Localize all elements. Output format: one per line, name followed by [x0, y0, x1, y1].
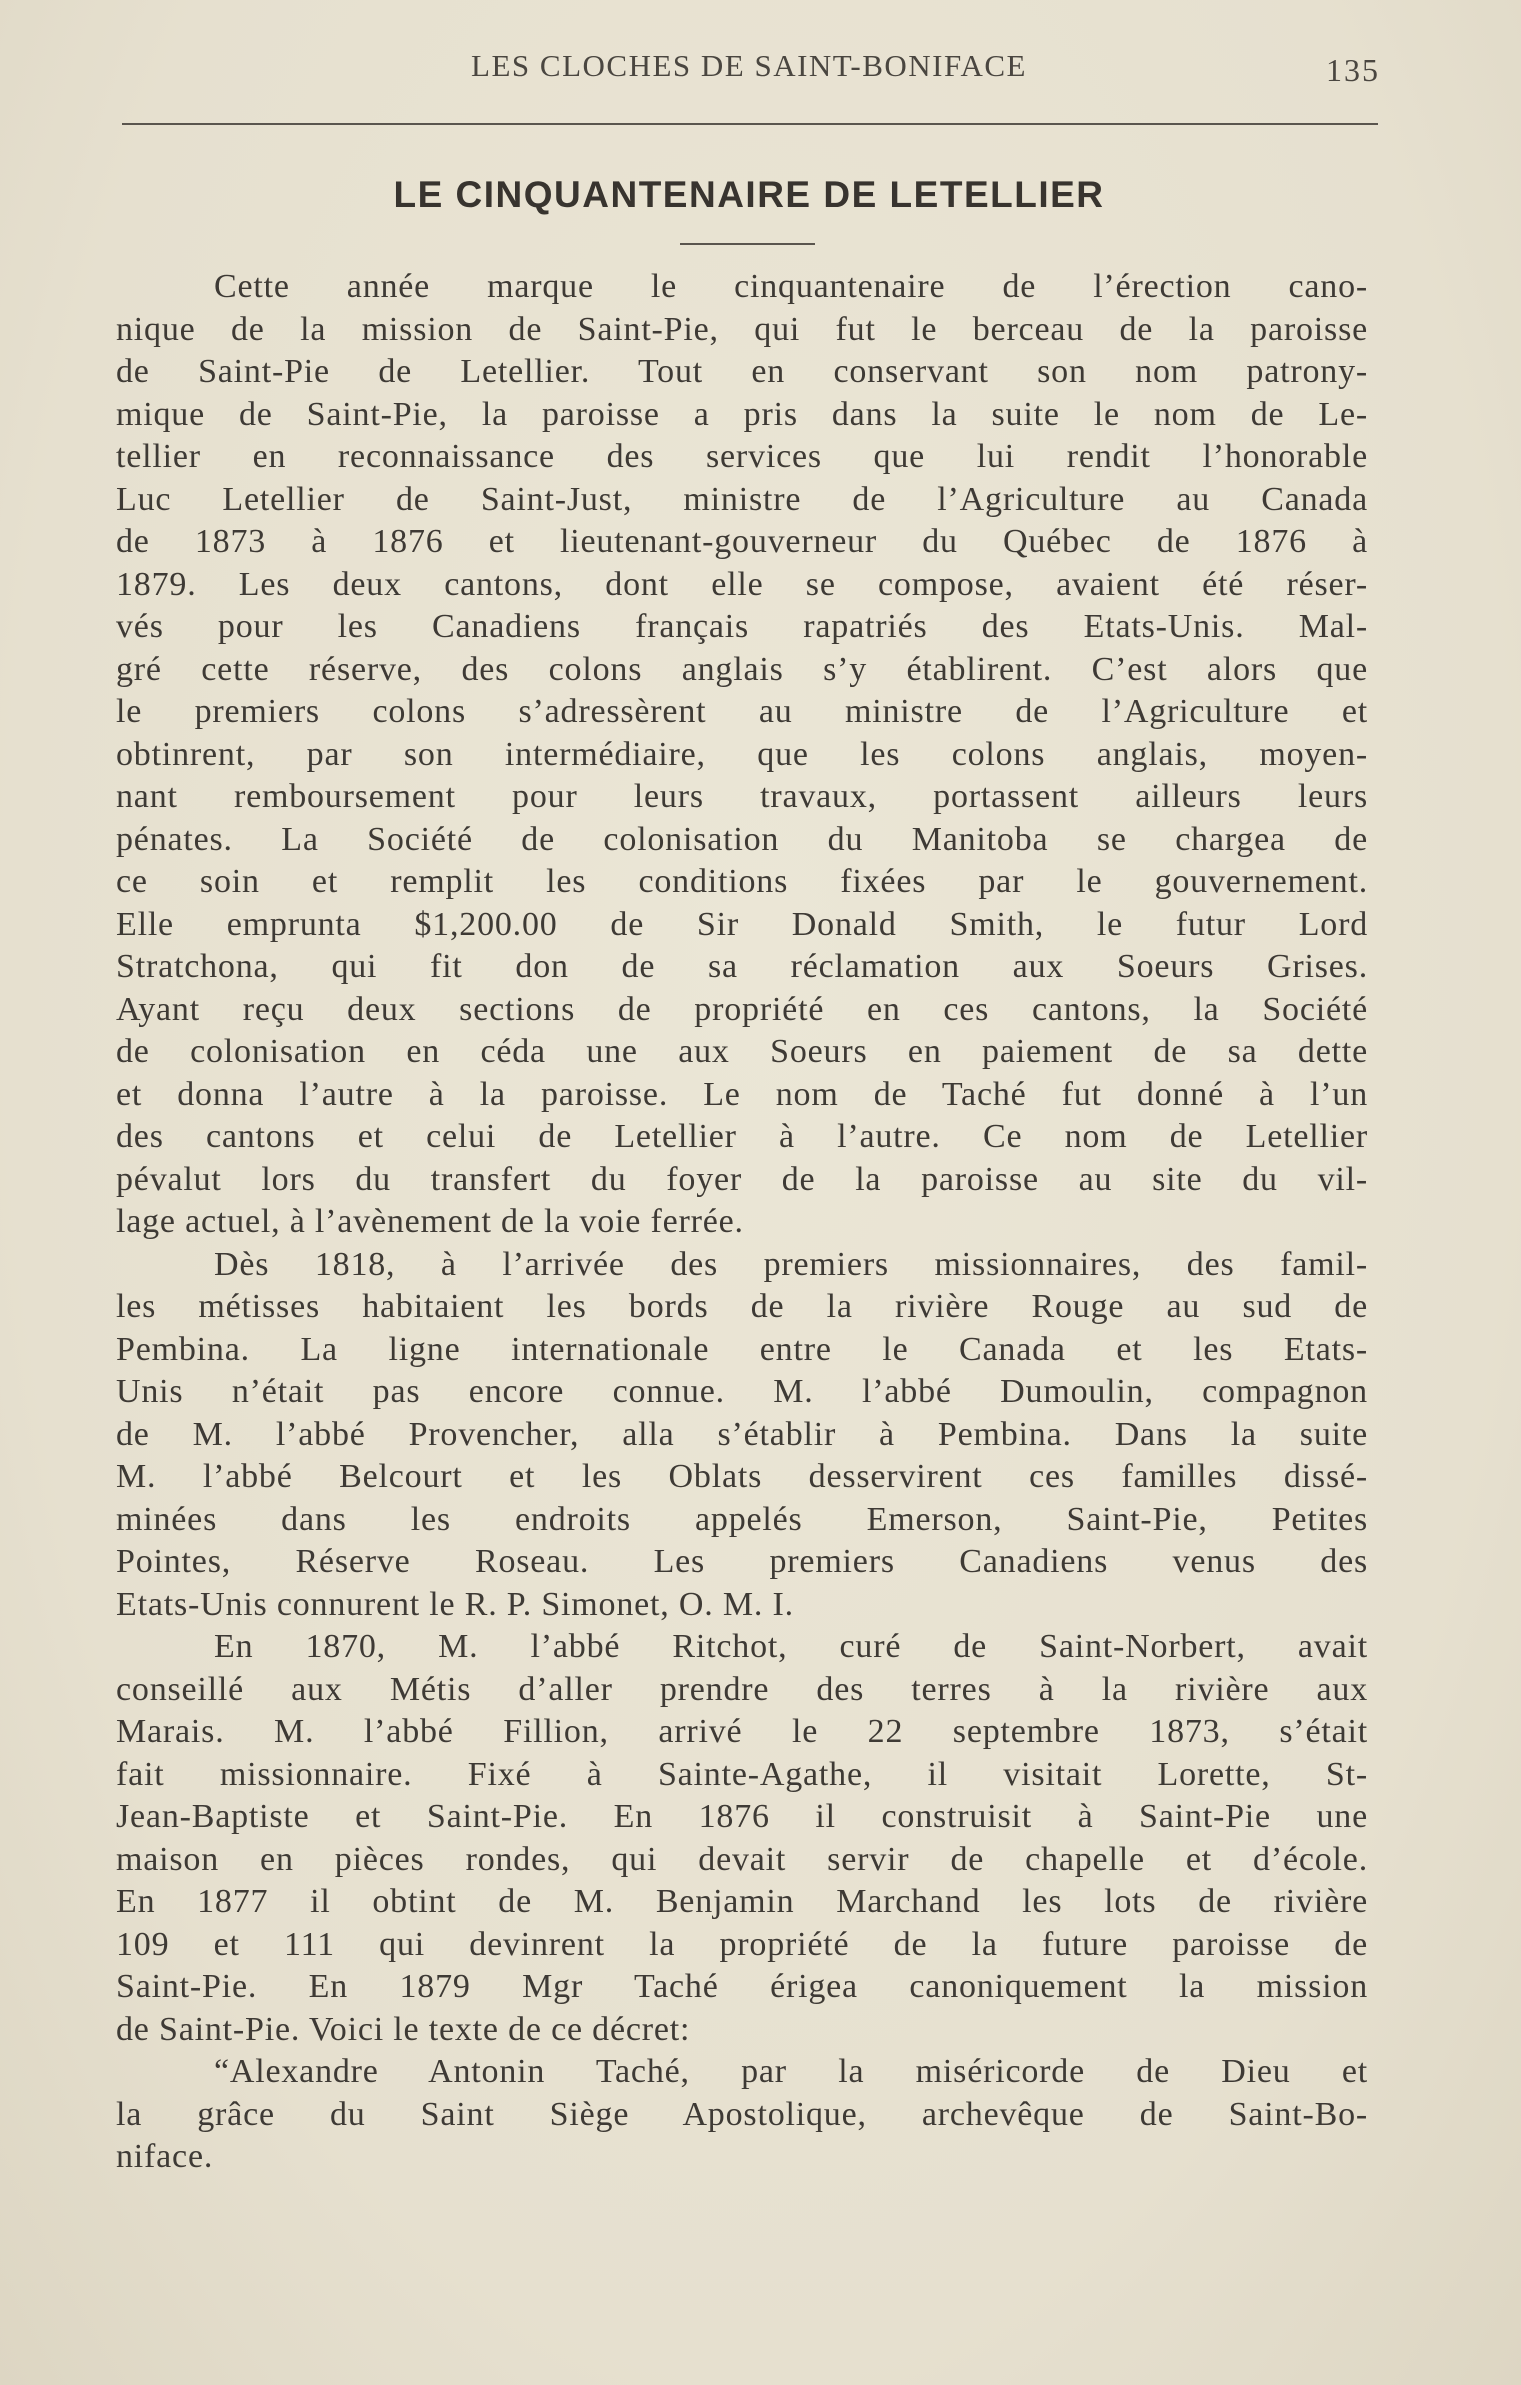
text-line: le premiers colons s’adressèrent au ministre de l’Agriculture et [116, 693, 1368, 730]
text-line: minées dans les endroits appelés Emerson, Saint-Pie, Petites [116, 1500, 1368, 1538]
text-line: gré cette réserve, des colons anglais s’y établirent. C’est alors que [116, 650, 1368, 688]
text-line: conseillé aux Métis d’aller prendre des terres à la rivière aux [116, 1670, 1368, 1708]
text-line: Dès 1818, à l’arrivée des premiers missionnaires, des famil- [214, 1245, 1368, 1283]
text-line: pénates. La Société de colonisation du Manitoba se chargea de [116, 820, 1368, 858]
text-line: de colonisation en céda une aux Soeurs en paiement de sa dette [116, 1033, 1368, 1070]
running-head [118, 48, 1380, 88]
text-line: M. l’abbé Belcourt et les Oblats desservirent ces familles dissé- [116, 1458, 1368, 1495]
text-line: de M. l’abbé Provencher, alla s’établir à Pembina. Dans la suite [116, 1415, 1368, 1453]
text-line: de Saint-Pie de Letellier. Tout en conservant son nom patrony- [116, 353, 1368, 390]
text-line: 109 et 111 qui devinrent la propriété de la future paroisse de [116, 1925, 1368, 1963]
text-line: fait missionnaire. Fixé à Sainte-Agathe, il visitait Lorette, St- [116, 1755, 1368, 1793]
text-line: niface. [116, 2138, 214, 2175]
running-title: LES CLOCHES DE SAINT-BONIFACE [471, 48, 1027, 83]
text-line: Pointes, Réserve Roseau. Les premiers Canadiens venus des [116, 1543, 1368, 1580]
text-line: Elle emprunta $1,200.00 de Sir Donald Smith, le futur Lord [116, 905, 1368, 943]
text-line: les métisses habitaient les bords de la rivière Rouge au sud de [116, 1288, 1368, 1325]
text-line: la grâce du Saint Siège Apostolique, archevêque de Saint-Bo- [116, 2095, 1368, 2133]
text-line: En 1870, M. l’abbé Ritchot, curé de Saint-Norbert, avait [214, 1628, 1368, 1665]
article-body [116, 266, 1368, 2179]
text-line: Ayant reçu deux sections de propriété en ces cantons, la Société [116, 990, 1368, 1028]
text-line: obtinrent, par son intermédiaire, que les colons anglais, moyen- [116, 735, 1368, 773]
text-line: Cette année marque le cinquantenaire de l’érection cano- [214, 268, 1368, 305]
text-line: vés pour les Canadiens français rapatriés des Etats-Unis. Mal- [116, 608, 1368, 645]
text-line: mique de Saint-Pie, la paroisse a pris dans la suite le nom de Le- [116, 395, 1368, 433]
text-line: “Alexandre Antonin Taché, par la miséricorde de Dieu et [214, 2053, 1368, 2090]
text-line: Etats-Unis connurent le R. P. Simonet, O. M. I. [116, 1585, 794, 1623]
text-line: Marais. M. l’abbé Fillion, arrivé le 22 septembre 1873, s’était [116, 1713, 1368, 1750]
text-line: et donna l’autre à la paroisse. Le nom de Taché fut donné à l’un [116, 1075, 1368, 1113]
text-line: ce soin et remplit les conditions fixées par le gouvernement. [116, 863, 1368, 900]
page-number: 135 [1326, 52, 1380, 88]
header-rule [122, 123, 1378, 125]
text-line: des cantons et celui de Letellier à l’autre. Ce nom de Letellier [116, 1118, 1368, 1155]
text-line: Unis n’était pas encore connue. M. l’abbé Dumoulin, compagnon [116, 1373, 1368, 1410]
text-line: tellier en reconnaissance des services que lui rendit l’honorable [116, 438, 1368, 475]
article-title: LE CINQUANTENAIRE DE LETELLIER [393, 174, 1105, 215]
text-line: Jean-Baptiste et Saint-Pie. En 1876 il construisit à Saint-Pie une [116, 1798, 1368, 1835]
text-line: Stratchona, qui fit don de sa réclamation aux Soeurs Grises. [116, 948, 1368, 985]
text-line: En 1877 il obtint de M. Benjamin Marchand les lots de rivière [116, 1883, 1368, 1920]
text-line: lage actuel, à l’avènement de la voie ferrée. [116, 1203, 744, 1240]
text-line: nique de la mission de Saint-Pie, qui fut le berceau de la paroisse [116, 310, 1368, 348]
text-line: pévalut lors du transfert du foyer de la paroisse au site du vil- [116, 1160, 1368, 1198]
text-line: de Saint-Pie. Voici le texte de ce décret: [116, 2010, 691, 2048]
text-line: nant remboursement pour leurs travaux, portassent ailleurs leurs [116, 778, 1368, 815]
text-line: 1879. Les deux cantons, dont elle se compose, avaient été réser- [116, 565, 1368, 603]
text-line: de 1873 à 1876 et lieutenant-gouverneur du Québec de 1876 à [116, 523, 1368, 560]
text-line: Saint-Pie. En 1879 Mgr Taché érigea canoniquement la mission [116, 1968, 1368, 2005]
text-line: Pembina. La ligne internationale entre le Canada et les Etats- [116, 1330, 1368, 1368]
text-line: Luc Letellier de Saint-Just, ministre de l’Agriculture au Canada [116, 480, 1368, 518]
title-rule [680, 243, 815, 245]
text-line: maison en pièces rondes, qui devait servir de chapelle et d’école. [116, 1840, 1368, 1878]
